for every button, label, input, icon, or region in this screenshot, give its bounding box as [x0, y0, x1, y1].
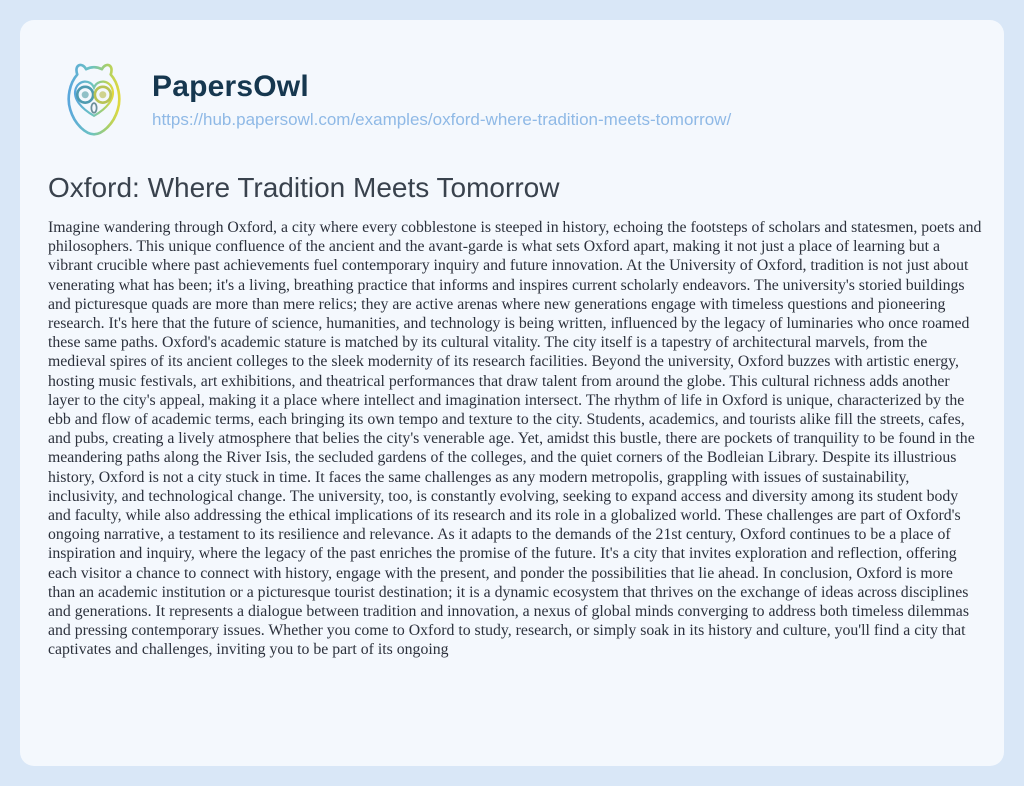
document-card [20, 20, 1004, 766]
essay-title: Oxford: Where Tradition Meets Tomorrow [48, 172, 560, 203]
owl-icon [50, 56, 138, 144]
essay-body-text: Imagine wandering through Oxford, a city where every cobblestone is steeped in history, echoing the footsteps of scholars and statesmen, poets and philosophers. This unique confluence of the ancient and the avant-garde is what sets Oxford apart, making it not just a place of learning but a vibrant crucible where past achievements fuel contemporary inquiry and future innovation. At the University of Oxford, tradition is not just about venerating what has been; it's a living, breathing practice that informs and inspires current scholarly endeavors. The university's storied buildings and picturesque quads are more than mere relics; they are active arenas where new generations engage with timeless questions and pioneering research. It's here that the future of science, humanities, and technology is being written, influenced by the legacy of luminaries who once roamed these same paths. Oxford's academic stature is matched by its cultural vitality. The city itself is a tapestry of architectural marvels, from the medieval spires of its ancient colleges to the sleek modernity of its research facilities. Beyond the university, Oxford buzzes with artistic energy, hosting music festivals, art exhibitions, and theatrical performances that draw talent from around the globe. This cultural richness adds another layer to the city's appeal, making it a place where intellect and imagination intersect. The rhythm of life in Oxford is unique, characterized by the ebb and flow of academic terms, each bringing its own tempo and texture to the city. Students, academics, and tourists alike fill the streets, cafes, and pubs, creating a lively atmosphere that belies the city's venerable age. Yet, amidst this bustle, there are pockets of tranquility to be found in the meandering paths along the River Isis, the secluded gardens of the colleges, and the quiet corners of the Bodleian Library. Despite its illustrious history, Oxford is not a city stuck in time. It faces the same challenges as any modern metropolis, grappling with issues of sustainability, inclusivity, and technological change. The university, too, is constantly evolving, seeking to expand access and diversity among its student body and faculty, while also addressing the ethical implications of its research and its role in a globalized world. These challenges are part of Oxford's ongoing narrative, a testament to its resilience and relevance. As it adapts to the demands of the 21st century, Oxford continues to be a place of inspiration and inquiry, where the legacy of the past enriches the promise of the future. It's a city that invites exploration and reflection, offering each visitor a chance to connect with history, engage with the present, and ponder the possibilities that lie ahead. In conclusion, Oxford is more than an academic institution or a picturesque tourist destination; it is a dynamic ecosystem that thrives on the exchange of ideas across disciplines and generations. It represents a dialogue between tradition and innovation, a nexus of global minds converging to address both timeless dilemmas and pressing contemporary issues. Whether you come to Oxford to study, research, or simply soak in its history and culture, you'll find a city that captivates and challenges, inviting you to be part of its ongoing [48, 219, 982, 659]
source-url-link[interactable]: https://hub.papersowl.com/examples/oxford-where-tradition-meets-tomorrow/ [152, 110, 732, 129]
header-text-block [152, 70, 731, 130]
brand-name: PapersOwl [152, 70, 309, 103]
site-header [50, 56, 976, 144]
